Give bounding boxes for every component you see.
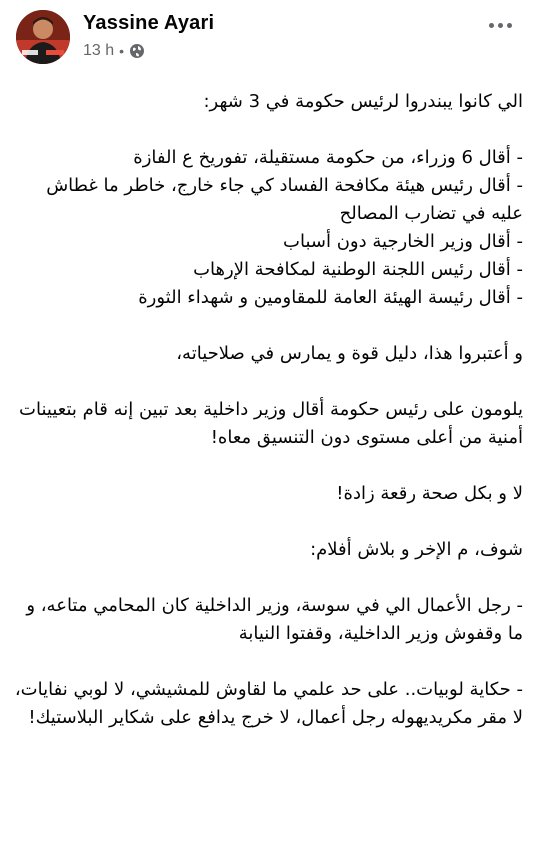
list-item: - أقال 6 وزراء، من حكومة مستقيلة، تفوريخ ع الفازة	[133, 147, 523, 168]
more-options-icon[interactable]	[482, 14, 518, 36]
post-paragraph: شوف، م الإخر و بلاش أفلام:	[310, 539, 523, 560]
post-paragraph: - حكاية لوبيات.. على حد علمي ما لقاوش للمشيشي، لا لوبي نفايات، لا مقر مكريديهوله رجل أعمال، لا خرج يدافع على شكاير البلاستيك!	[14, 679, 523, 728]
post-header	[0, 0, 540, 72]
post-meta	[83, 42, 145, 60]
profile-photo	[16, 10, 70, 64]
post-paragraph: - رجل الأعمال الي في سوسة، وزير الداخلية كان المحامي متاعه، و ما وقفوش وزير الداخلية، وقفتوا النيابة	[26, 595, 523, 644]
post-time[interactable]: 13 h	[83, 42, 115, 59]
globe-icon[interactable]	[129, 43, 145, 59]
list-item: - أقال رئيس هيئة مكافحة الفساد كي جاء خارج، خاطر ما غطاش عليه في تضارب المصالح	[46, 175, 523, 224]
avatar[interactable]	[16, 10, 70, 64]
post-body	[0, 88, 540, 732]
post-paragraph: و أعتبروا هذا، دليل قوة و يمارس في صلاحياته،	[176, 343, 523, 364]
list-item: - أقال وزير الخارجية دون أسباب	[283, 231, 523, 252]
post-paragraph: لا و بكل صحة رقعة زادة!	[336, 483, 523, 504]
post-paragraph: يلومون على رئيس حكومة أقال وزير داخلية بعد تبين إنه قام بتعيينات أمنية من أعلى مستوى دون التنسيق معاه!	[19, 399, 523, 448]
meta-separator: •	[119, 43, 125, 59]
author-name[interactable]: Yassine Ayari	[83, 12, 215, 34]
post-intro: الي كانوا يبندروا لرئيس حكومة في 3 شهر:	[203, 91, 523, 112]
list-item: - أقال رئيسة الهيئة العامة للمقاومين و شهداء الثورة	[138, 287, 523, 308]
list-item: - أقال رئيس اللجنة الوطنية لمكافحة الإرهاب	[193, 259, 523, 280]
